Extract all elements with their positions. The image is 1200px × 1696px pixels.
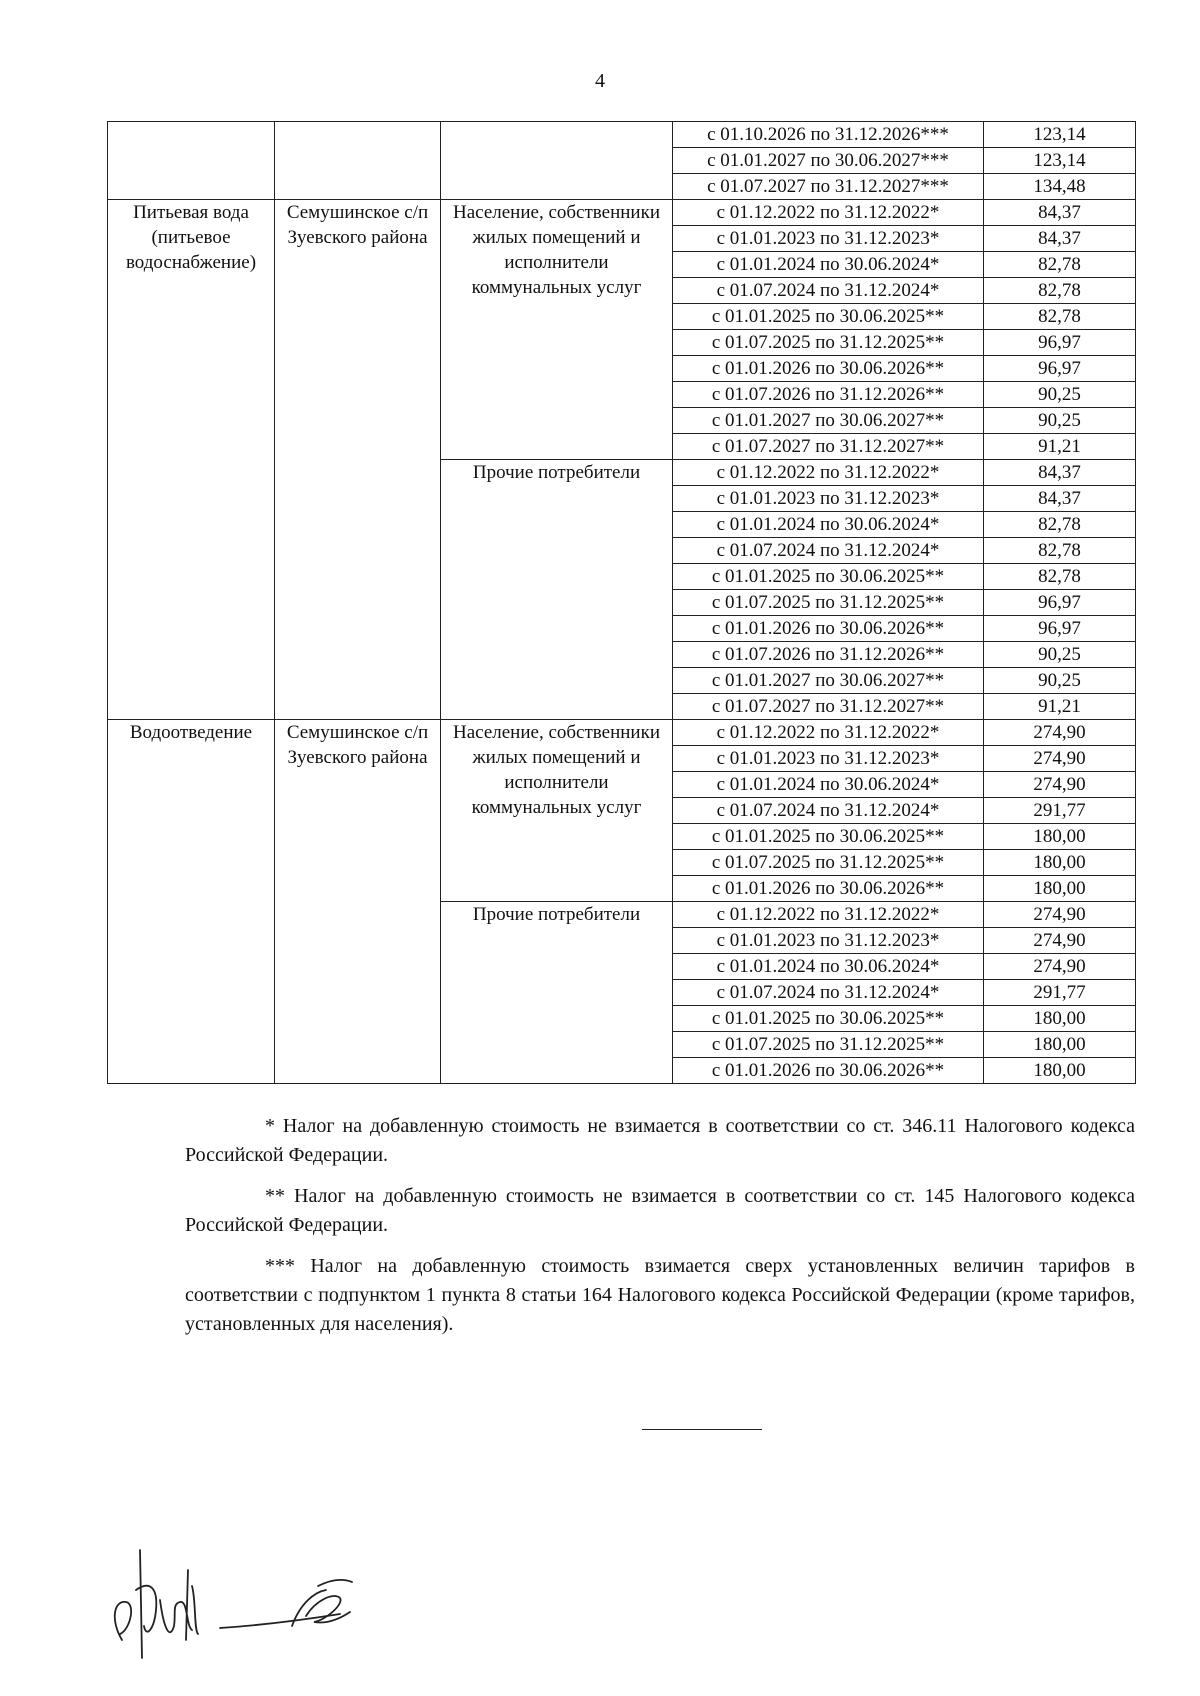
end-separator-line — [642, 1429, 762, 1430]
tariff-period: с 01.01.2026 по 30.06.2026** — [673, 876, 984, 902]
tariff-value: 274,90 — [984, 928, 1136, 954]
table-row — [108, 200, 1136, 226]
tariff-period: с 01.07.2024 по 31.12.2024* — [673, 538, 984, 564]
tariff-value: 96,97 — [984, 330, 1136, 356]
tariff-value: 291,77 — [984, 980, 1136, 1006]
tariff-period: с 01.01.2026 по 30.06.2026** — [673, 356, 984, 382]
tariff-value: 274,90 — [984, 746, 1136, 772]
territory-name: Семушинское с/п Зуевского района — [275, 720, 441, 1084]
tariff-value: 180,00 — [984, 1032, 1136, 1058]
tariff-period: с 01.12.2022 по 31.12.2022* — [673, 902, 984, 928]
tariff-period: с 01.01.2025 по 30.06.2025** — [673, 564, 984, 590]
tariff-period: с 01.01.2026 по 30.06.2026** — [673, 616, 984, 642]
tariff-value: 90,25 — [984, 382, 1136, 408]
tariff-value: 96,97 — [984, 616, 1136, 642]
tariff-period: с 01.01.2024 по 30.06.2024* — [673, 252, 984, 278]
footnote-double-star: ** Налог на добавленную стоимость не взимается в соответствии со ст. 145 Налогового кодекса Российской Федерации. — [185, 1185, 1135, 1236]
tariff-value: 84,37 — [984, 200, 1136, 226]
tariff-period: с 01.07.2025 по 31.12.2025** — [673, 590, 984, 616]
tariff-value: 180,00 — [984, 850, 1136, 876]
tariff-value: 291,77 — [984, 798, 1136, 824]
tariff-value: 90,25 — [984, 642, 1136, 668]
tariff-period: с 01.01.2025 по 30.06.2025** — [673, 304, 984, 330]
consumer-group: Прочие потребители — [441, 902, 673, 1084]
tariff-table-body — [108, 122, 1136, 1084]
consumer-group: Население, собственники жилых помещений и исполнители коммунальных услуг — [441, 200, 673, 460]
consumer-group: Население, собственники жилых помещений и исполнители коммунальных услуг — [441, 720, 673, 902]
tariff-period: с 01.07.2026 по 31.12.2026** — [673, 642, 984, 668]
footnote-single-star: * Налог на добавленную стоимость не взимается в соответствии со ст. 346.11 Налогового кодекса Российской Федерации. — [185, 1115, 1135, 1166]
tariff-value: 274,90 — [984, 954, 1136, 980]
tariff-period: с 01.12.2022 по 31.12.2022* — [673, 200, 984, 226]
page-number: 4 — [595, 70, 605, 92]
tariff-period: с 01.07.2026 по 31.12.2026** — [673, 382, 984, 408]
tariff-value: 134,48 — [984, 174, 1136, 200]
tariff-value: 82,78 — [984, 278, 1136, 304]
tariff-value: 90,25 — [984, 408, 1136, 434]
tariff-value: 180,00 — [984, 824, 1136, 850]
footnotes — [185, 1112, 1135, 1351]
tariff-value: 82,78 — [984, 538, 1136, 564]
tariff-period: с 01.07.2027 по 31.12.2027*** — [673, 174, 984, 200]
table-row — [108, 122, 1136, 148]
tariff-value: 84,37 — [984, 486, 1136, 512]
tariff-period: с 01.01.2024 по 30.06.2024* — [673, 954, 984, 980]
handwritten-signature — [100, 1530, 400, 1670]
tariff-value: 90,25 — [984, 668, 1136, 694]
tariff-period: с 01.01.2026 по 30.06.2026** — [673, 1058, 984, 1084]
tariff-period: с 01.12.2022 по 31.12.2022* — [673, 460, 984, 486]
tariff-period: с 01.07.2024 по 31.12.2024* — [673, 798, 984, 824]
tariff-value: 84,37 — [984, 226, 1136, 252]
service-name: Питьевая вода (питьевое водоснабжение) — [108, 200, 275, 720]
tariff-value: 82,78 — [984, 512, 1136, 538]
territory-name: Семушинское с/п Зуевского района — [275, 200, 441, 720]
table-row — [108, 720, 1136, 746]
tariff-period: с 01.07.2024 по 31.12.2024* — [673, 980, 984, 1006]
tariff-period: с 01.12.2022 по 31.12.2022* — [673, 720, 984, 746]
tariff-value: 180,00 — [984, 1006, 1136, 1032]
tariff-period: с 01.07.2025 по 31.12.2025** — [673, 850, 984, 876]
service-name: Водоотведение — [108, 720, 275, 1084]
tariff-period: с 01.10.2026 по 31.12.2026*** — [673, 122, 984, 148]
tariff-period: с 01.07.2025 по 31.12.2025** — [673, 330, 984, 356]
tariff-period: с 01.07.2027 по 31.12.2027** — [673, 434, 984, 460]
tariff-period: с 01.07.2027 по 31.12.2027** — [673, 694, 984, 720]
consumer-group: Прочие потребители — [441, 460, 673, 720]
tariff-table — [107, 121, 1136, 1084]
tariff-period: с 01.01.2027 по 30.06.2027*** — [673, 148, 984, 174]
tariff-value: 82,78 — [984, 564, 1136, 590]
tariff-period: с 01.01.2024 по 30.06.2024* — [673, 772, 984, 798]
tariff-value: 274,90 — [984, 772, 1136, 798]
service-cell — [108, 122, 275, 200]
tariff-value: 82,78 — [984, 252, 1136, 278]
tariff-value: 123,14 — [984, 122, 1136, 148]
tariff-period: с 01.01.2025 по 30.06.2025** — [673, 824, 984, 850]
tariff-value: 96,97 — [984, 356, 1136, 382]
tariff-value: 91,21 — [984, 694, 1136, 720]
tariff-value: 180,00 — [984, 1058, 1136, 1084]
tariff-value: 96,97 — [984, 590, 1136, 616]
tariff-period: с 01.01.2023 по 31.12.2023* — [673, 226, 984, 252]
tariff-period: с 01.01.2027 по 30.06.2027** — [673, 408, 984, 434]
tariff-period: с 01.01.2027 по 30.06.2027** — [673, 668, 984, 694]
tariff-value: 274,90 — [984, 720, 1136, 746]
tariff-period: с 01.07.2025 по 31.12.2025** — [673, 1032, 984, 1058]
tariff-period: с 01.01.2023 по 31.12.2023* — [673, 746, 984, 772]
tariff-value: 274,90 — [984, 902, 1136, 928]
tariff-value: 82,78 — [984, 304, 1136, 330]
tariff-value: 84,37 — [984, 460, 1136, 486]
tariff-value: 123,14 — [984, 148, 1136, 174]
tariff-period: с 01.01.2024 по 30.06.2024* — [673, 512, 984, 538]
tariff-value: 91,21 — [984, 434, 1136, 460]
consumer-cell — [441, 122, 673, 200]
footnote-triple-star: *** Налог на добавленную стоимость взимается сверх установленных величин тарифов в соответствии с подпунктом 1 пункта 8 статьи 164 Налогового кодекса Российской Федерации (кроме тарифов, установленных для населения). — [185, 1255, 1135, 1335]
tariff-period: с 01.01.2025 по 30.06.2025** — [673, 1006, 984, 1032]
tariff-value: 180,00 — [984, 876, 1136, 902]
territory-cell — [275, 122, 441, 200]
tariff-period: с 01.01.2023 по 31.12.2023* — [673, 486, 984, 512]
tariff-period: с 01.07.2024 по 31.12.2024* — [673, 278, 984, 304]
tariff-period: с 01.01.2023 по 31.12.2023* — [673, 928, 984, 954]
